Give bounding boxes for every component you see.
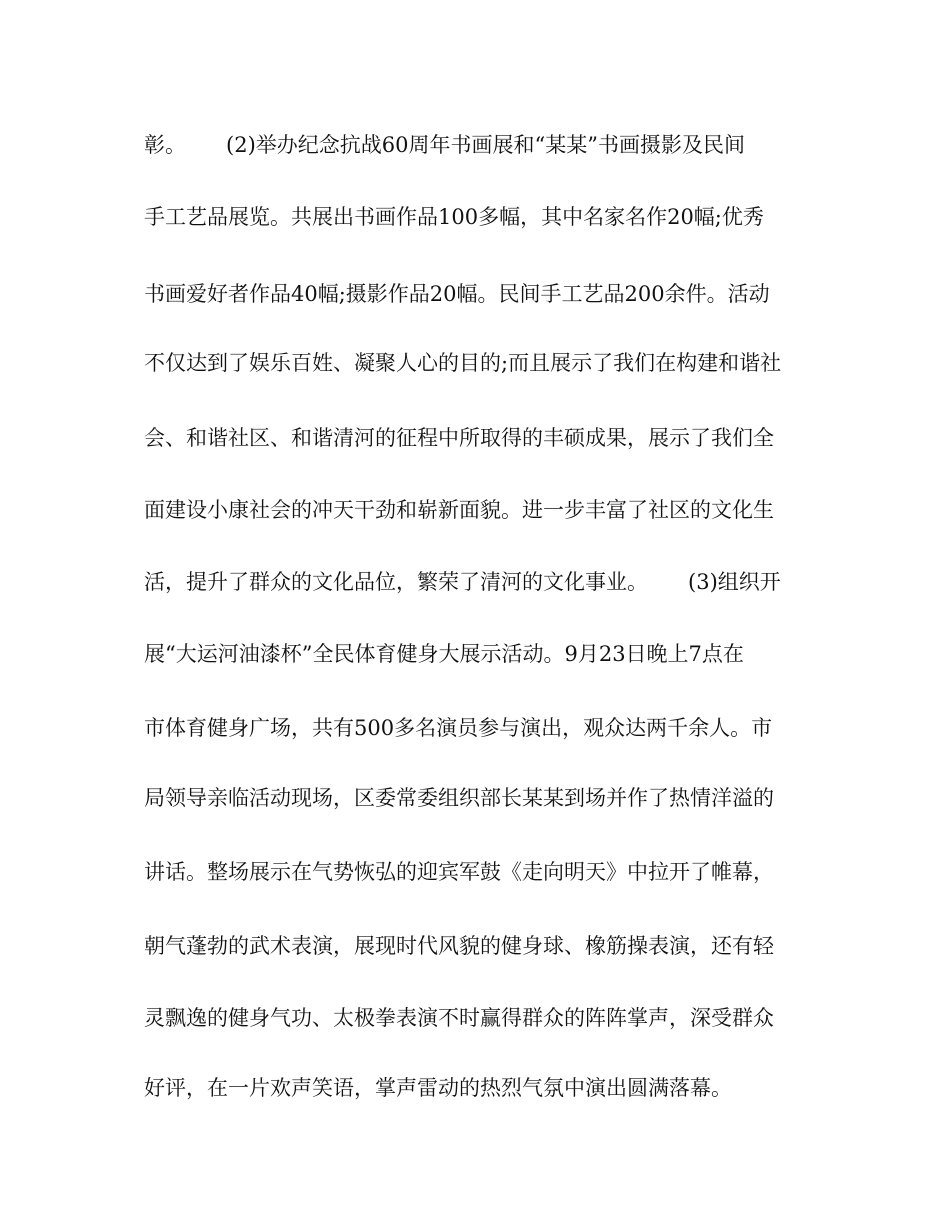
paragraph-line: 局领导亲临活动现场，区委常委组织部长某某到场并作了热情洋溢的 [144,786,774,810]
paragraph-line: 书画爱好者作品40幅;摄影作品20幅。民间手工艺品200余件。活动 [144,282,770,306]
paragraph-line: 面建设小康社会的冲天干劲和崭新面貌。进一步丰富了社区的文化生 [144,498,774,522]
paragraph-line: 展“大运河油漆杯”全民体育健身大展示活动。9月23日晚上7点在 [144,642,744,666]
paragraph-line: 手工艺品展览。共展出书画作品100多幅，其中名家名作20幅;优秀 [144,205,764,229]
paragraph-line: 市体育健身广场，共有500多名演员参与演出，观众达两千余人。市 [144,716,773,740]
paragraph-line: 不仅达到了娱乐百姓、凝聚人心的目的;而且展示了我们在构建和谐社 [144,351,782,375]
paragraph-line: 朝气蓬勃的武术表演，展现时代风貌的健身球、橡筋操表演，还有轻 [144,934,774,958]
paragraph-line: 灵飘逸的健身气功、太极拳表演不时赢得群众的阵阵掌声，深受群众 [144,1006,774,1030]
paragraph-line: 彰。 (2)举办纪念抗战60周年书画展和“某某”书画摄影及民间 [144,133,745,157]
paragraph-line: 讲话。整场展示在气势恢弘的迎宾军鼓《走向明天》中拉开了帷幕， [144,860,774,884]
paragraph-line: 活，提升了群众的文化品位，繁荣了清河的文化事业。 (3)组织开 [144,570,781,594]
paragraph-line: 好评，在一片欢声笑语，掌声雷动的热烈气氛中演出圆满落幕。 [144,1076,732,1100]
paragraph-line: 会、和谐社区、和谐清河的征程中所取得的丰硕成果，展示了我们全 [144,426,774,450]
